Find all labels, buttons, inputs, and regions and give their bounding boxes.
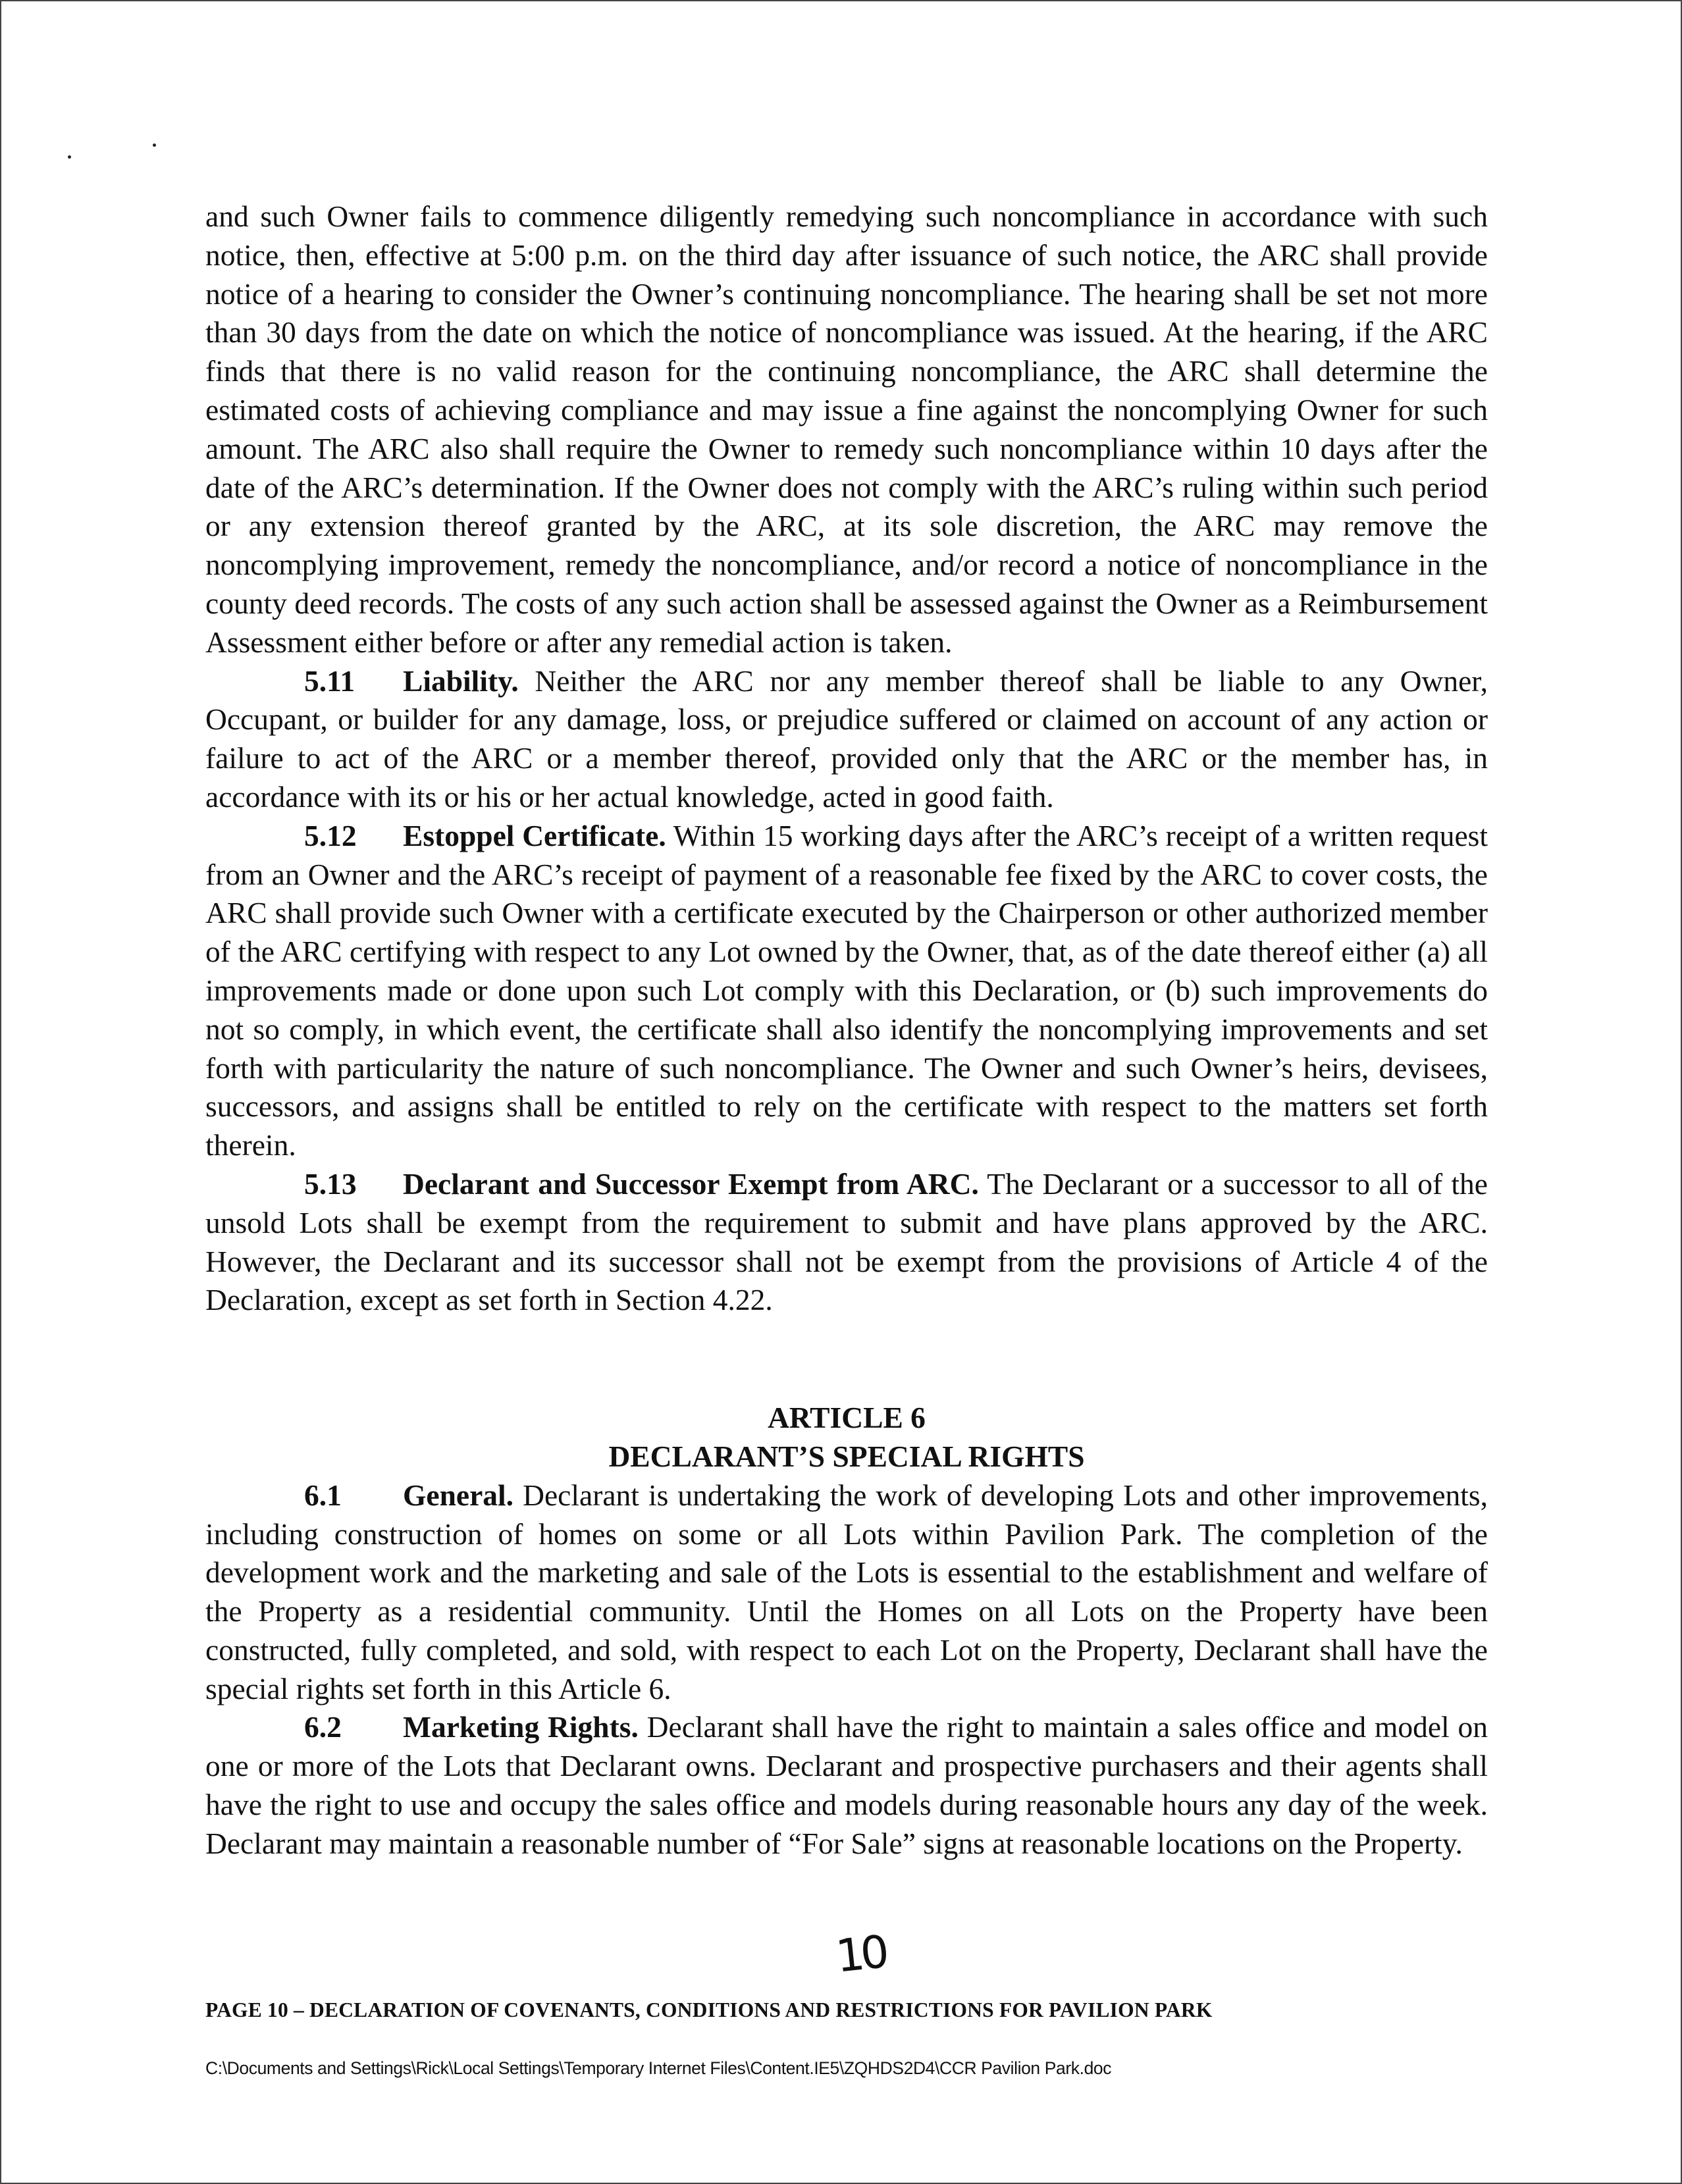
- section-text: Within 15 working days after the ARC’s receipt of a written request from an Owner and the ARC’s receipt of payment of a reasonable fee fixed by the ARC to cover costs, the ARC shall provide such Owner with a certificate executed by the Chairperson or other authorized member of the ARC certifying with respect to any Lot owned by the Owner, that, as of the date thereof either (a) all improvements made or done upon such Lot comply with this Declaration, or (b) such improvements do not so comply, in which event, the certificate shall also identify the noncomplying improvements and set forth with particularity the nature of such noncompliance. The Owner and such Owner’s heirs, devisees, successors, and assigns shall be entitled to rely on the certificate with respect to the matters set forth therein.: [205, 818, 1488, 1162]
- footer-title: PAGE 10 – DECLARATION OF COVENANTS, CONDITIONS AND RESTRICTIONS FOR PAVILION PARK: [205, 1998, 1213, 2021]
- section-title: Marketing Rights.: [403, 1710, 639, 1744]
- section-number: 5.12: [304, 818, 357, 852]
- section-text: The Declarant or a successor to all of the unsold Lots shall be exempt from the requirement to submit and have plans approved by the ARC. However, the Declarant and its successor shall not be exempt from the provisions of Article 4 of the Declaration, except as set forth in Section 4.22.: [205, 1166, 1488, 1317]
- section-text: Neither the ARC nor any member thereof shall be liable to any Owner, Occupant, or builder for any damage, loss, or prejudice suffered or claimed on account of any action or failure to act of the ARC or a member thereof, provided only that the ARC or the member has, in accordance with its or his or her actual knowledge, acted in good faith.: [205, 663, 1488, 814]
- section-text: Declarant is undertaking the work of developing Lots and other improvements, including construction of homes on some or all Lots within Pavilion Park. The completion of the development work and the marketing and sale of the Lots is essential to the establishment and welfare of the Property as a residential community. Until the Homes on all Lots on the Property have been constructed, fully completed, and sold, with respect to each Lot on the Property, Declarant shall have the special rights set forth in this Article 6.: [205, 1478, 1488, 1705]
- article-heading: [205, 1399, 1488, 1476]
- footer-file-path: C:\Documents and Settings\Rick\Local Settings\Temporary Internet Files\Content.IE5\ZQHDS2D4\CCR Pavilion Park.doc: [205, 2058, 1112, 2078]
- section-text: Declarant shall have the right to maintain a sales office and model on one or more of the Lots that Declarant owns. Declarant and prospective purchasers and their agents shall have the right to use and occupy the sales office and models during reasonable hours any day of the week. Declarant may maintain a reasonable number of “For Sale” signs at reasonable locations on the Property.: [205, 1710, 1488, 1860]
- scan-speck: [153, 143, 156, 147]
- section-6-2: [205, 1708, 1488, 1863]
- section-title: General.: [403, 1478, 514, 1512]
- section-6-1: [205, 1476, 1488, 1709]
- section-title: Estoppel Certificate.: [403, 818, 666, 852]
- section-5-13: [205, 1165, 1488, 1320]
- section-number: 5.13: [304, 1166, 357, 1201]
- scan-speck: [68, 155, 71, 159]
- document-body: [205, 197, 1488, 1863]
- section-5-11: [205, 662, 1488, 817]
- section-number: 5.11: [304, 663, 355, 698]
- section-number: 6.1: [304, 1478, 342, 1512]
- section-5-12: [205, 817, 1488, 1165]
- handwritten-page-number: 10: [833, 1926, 888, 1983]
- section-title: Liability.: [403, 663, 519, 698]
- section-title: Declarant and Successor Exempt from ARC.: [403, 1166, 979, 1201]
- article-number: ARTICLE 6: [768, 1401, 926, 1435]
- article-title: DECLARANT’S SPECIAL RIGHTS: [608, 1439, 1085, 1473]
- paragraph-continuation: and such Owner fails to commence diligently remedying such noncompliance in accordance with such notice, then, effective at 5:00 p.m. on the third day after issuance of such notice, the ARC shall provide notice of a hearing to consider the Owner’s continuing noncompliance. The hearing shall be set not more than 30 days from the date on which the notice of noncompliance was issued. At the hearing, if the ARC finds that there is no valid reason for the continuing noncompliance, the ARC shall determine the estimated costs of achieving compliance and may issue a fine against the noncomplying Owner for such amount. The ARC also shall require the Owner to remedy such noncompliance within 10 days after the date of the ARC’s determination. If the Owner does not comply with the ARC’s ruling within such period or any extension thereof granted by the ARC, at its sole discretion, the ARC may remove the noncomplying improvement, remedy the noncompliance, and/or record a notice of noncompliance in the county deed records. The costs of any such action shall be assessed against the Owner as a Reimbursement Assessment either before or after any remedial action is taken.: [205, 199, 1488, 659]
- section-number: 6.2: [304, 1710, 342, 1744]
